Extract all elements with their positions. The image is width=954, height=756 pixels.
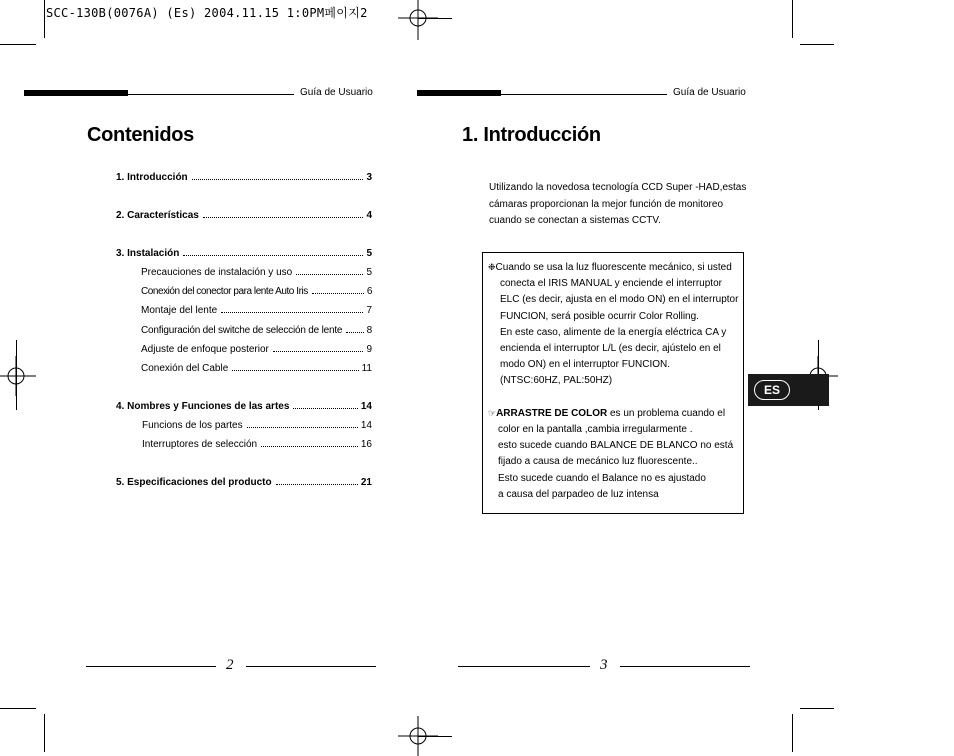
toc-page: 14 (360, 420, 372, 431)
page-number: 3 (600, 657, 608, 673)
toc-page: 16 (360, 439, 372, 450)
toc-label: Montaje del lente (141, 305, 218, 316)
note-line (488, 406, 740, 422)
note-line (488, 260, 740, 276)
crop-mark (792, 714, 793, 752)
toc-leader (221, 311, 363, 313)
toc-entry[interactable] (141, 305, 372, 316)
toc-leader (247, 426, 358, 428)
note-line: (NTSC:60HZ, PAL:50HZ) (500, 375, 613, 387)
note-line: a causa del parpadeo de luz intensa (498, 488, 659, 500)
language-tab-label: ES (754, 380, 790, 400)
footer-rule-left (86, 666, 216, 667)
note-line: fijado a causa de mecánico luz fluorescente.. (498, 456, 698, 468)
toc-page: 3 (366, 172, 372, 183)
toc-leader (346, 331, 363, 333)
toc-page: 7 (366, 305, 372, 316)
toc-entry[interactable] (116, 248, 372, 259)
note-term: ARRASTRE DE COLOR (496, 407, 608, 419)
toc-entry[interactable] (141, 363, 372, 374)
footer-rule-right (246, 666, 376, 667)
language-tab[interactable] (748, 374, 829, 406)
toc-leader (261, 445, 358, 447)
toc-entry[interactable] (141, 267, 372, 278)
toc-label: Conexión del conector para lente Auto Iris (141, 286, 308, 297)
crop-mark (0, 708, 36, 709)
crop-mark (800, 44, 834, 45)
note-line: encienda el interruptor L/L (es decir, ajústelo en el (500, 343, 721, 355)
note-content (488, 260, 740, 503)
toc-leader (203, 216, 364, 218)
toc-leader (276, 483, 358, 485)
note-text: es un problema cuando el (607, 407, 726, 419)
note-line: esto sucede cuando BALANCE DE BLANCO no está (498, 440, 734, 452)
toc-page: 14 (360, 401, 372, 412)
toc-page: 6 (366, 286, 372, 297)
note-line: conecta el IRIS MANUAL y enciende el interruptor (500, 278, 722, 290)
note-text: Cuando se usa la luz fluorescente mecánico, si usted (495, 262, 732, 273)
toc-entry[interactable] (116, 172, 372, 183)
toc-entry[interactable] (116, 401, 372, 412)
note-line: ELC (es decir, ajusta en el modo ON) en el interruptor (500, 294, 739, 306)
footer-rule-left (458, 666, 590, 667)
toc-page: 9 (366, 344, 372, 355)
header-bar-thick (24, 90, 128, 96)
toc-entry[interactable] (116, 210, 372, 221)
header-text: Guía de Usuario (673, 87, 746, 98)
toc-label: 3. Instalación (116, 248, 180, 259)
toc-entry[interactable] (142, 439, 372, 450)
note-line: modo ON) en el interruptor FUNCION. (500, 359, 671, 371)
toc-page: 5 (366, 248, 372, 259)
toc-entry[interactable] (141, 286, 372, 297)
page-title: Contenidos (87, 124, 194, 146)
snowflake-bullet-icon: ❉ (488, 263, 496, 273)
toc-label: Conexión del Cable (141, 363, 229, 374)
toc-page: 11 (361, 363, 372, 374)
crop-mark (792, 0, 793, 38)
page-number: 2 (226, 657, 234, 673)
intro-line: cuando se conectan a sistemas CCTV. (489, 215, 661, 226)
toc-label: 1. Introducción (116, 172, 188, 183)
note-line: En este caso, alimente de la energía eléctrica CA y (500, 326, 727, 338)
toc-page: 4 (366, 210, 372, 221)
toc-entry[interactable] (142, 420, 372, 431)
page-title: 1. Introducción (462, 124, 601, 146)
intro-line: Utilizando la novedosa tecnología CCD Super -HAD,estas (489, 182, 747, 193)
toc-label: 5. Especificaciones del producto (116, 477, 272, 488)
toc-label: Configuración del switche de selección de lente (141, 325, 343, 336)
footer-rule-right (620, 666, 750, 667)
crop-mark (44, 714, 45, 752)
registration-mark-top (398, 0, 438, 40)
toc-label: 4. Nombres y Funciones de las artes (116, 401, 290, 412)
toc-leader (296, 273, 363, 275)
header-text: Guía de Usuario (300, 87, 373, 98)
header-rule (128, 94, 294, 95)
crop-mark (418, 18, 452, 19)
crop-mark (0, 44, 36, 45)
note-line: color en la pantalla ,cambia irregularmente . (498, 424, 693, 436)
toc-page: 5 (366, 267, 372, 278)
crop-mark (44, 0, 45, 38)
toc-leader (273, 350, 364, 352)
header-rule (501, 94, 667, 95)
crop-mark (800, 708, 834, 709)
toc-leader (312, 292, 364, 294)
toc-entry[interactable] (141, 325, 372, 336)
toc-leader (192, 178, 364, 180)
header-bar-thick (417, 90, 501, 96)
toc-leader (232, 369, 358, 371)
toc-entry[interactable] (116, 477, 372, 488)
print-slug: SCC-130B(0076A) (Es) 2004.11.15 1:0PM페이지2 (46, 6, 368, 20)
toc-label: Adjuste de enfoque posterior (141, 344, 269, 355)
intro-line: cámaras proporcionan la mejor función de monitoreo (489, 198, 724, 210)
toc-entry[interactable] (141, 344, 372, 355)
note-line: Esto sucede cuando el Balance no es ajustado (498, 472, 706, 484)
toc-page: 21 (360, 477, 372, 488)
toc-leader (293, 407, 357, 409)
crop-mark (16, 340, 17, 410)
crop-mark (418, 736, 452, 737)
toc-label: Precauciones de instalación y uso (141, 267, 293, 278)
toc-label: Funcions de los partes (142, 420, 243, 431)
toc-page: 8 (366, 325, 372, 336)
toc-label: 2. Características (116, 210, 199, 221)
note-spacer (488, 390, 740, 406)
registration-mark-left (0, 356, 40, 396)
toc-label: Interruptores de selección (142, 439, 258, 450)
pointing-hand-icon: ☞ (488, 408, 497, 419)
toc-leader (183, 254, 363, 256)
note-line: FUNCION, será posible ocurrir Color Rolling. (500, 310, 699, 322)
intro-paragraph (489, 180, 759, 230)
